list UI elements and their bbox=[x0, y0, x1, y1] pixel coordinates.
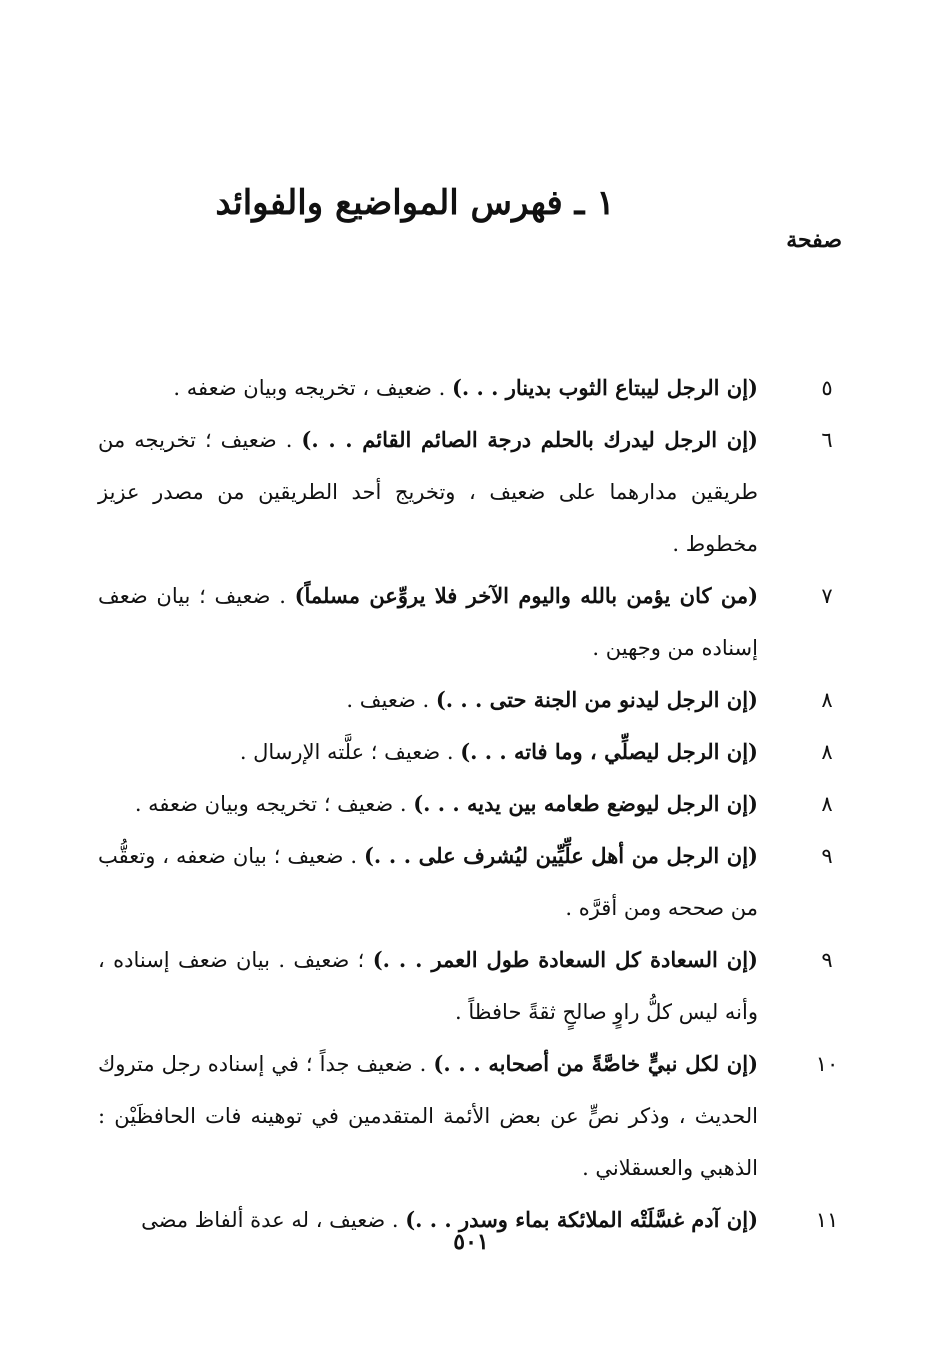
entry-page-number: ١٠ bbox=[815, 1052, 839, 1076]
entry-text bbox=[98, 830, 758, 934]
entry-text bbox=[98, 414, 758, 570]
index-entry bbox=[98, 778, 842, 830]
entry-note: . ضعيف ، له عدة ألفاظ مضى bbox=[141, 1208, 406, 1232]
entry-page-number: ٥ bbox=[821, 376, 833, 400]
entry-note: . ضعيف . bbox=[346, 688, 436, 712]
entry-note: . ضعيف جداً ؛ في إسناده رجل متروك الحديث ، وذكر نصٍّ عن بعض الأئمة المتقدمين في توهينه فات الحافظَيْن : الذهبي والعسقلاني . bbox=[98, 1052, 758, 1180]
entry-hadith: (إن الرجل ليصلِّي ، وما فاته . . .) bbox=[460, 739, 758, 764]
entry-hadith: (إن الرجل ليدنو من الجنة حتى . . .) bbox=[435, 687, 758, 712]
entry-page-number: ٧ bbox=[821, 584, 833, 608]
page-column-header: صفحة bbox=[786, 227, 842, 253]
entry-note: ؛ ضعيف . بيان ضعف إسناده ، وأنه ليس كلُّ راوٍ صالحٍ ثقةً حافظاً . bbox=[98, 948, 758, 1024]
index-entry bbox=[98, 362, 842, 414]
entry-hadith: (إن الرجل من أهل علِّيِّين ليُشرف على . . .) bbox=[364, 843, 758, 868]
entry-note: . ضعيف ، تخريجه وبيان ضعفه . bbox=[173, 376, 452, 400]
entry-note: . ضعيف ؛ بيان ضعف إسناده من وجهين . bbox=[98, 584, 758, 660]
entry-hadith: (إن آدم غسَّلَتْه الملائكة بماء وسدر . . .) bbox=[405, 1207, 758, 1232]
index-entry bbox=[98, 570, 842, 674]
entry-note: . ضعيف ؛ بيان ضعفه ، وتعقُّب من صححه ومن أقرَّه . bbox=[98, 844, 758, 920]
footer-page-number: ٥٠١ bbox=[453, 1229, 489, 1255]
page-title: ١ ـ فهرس المواضيع والفوائد bbox=[215, 183, 615, 223]
entry-page-number: ٩ bbox=[821, 948, 833, 972]
entry-page-number: ٩ bbox=[821, 844, 833, 868]
entry-note: . ضعيف ؛ تخريجه وبيان ضعفه . bbox=[134, 792, 414, 816]
entry-text bbox=[98, 674, 758, 726]
index-entry bbox=[98, 674, 842, 726]
entry-hadith: (إن الرجل ليبتاع الثوب بدينار . . .) bbox=[451, 375, 758, 400]
entry-page-number: ٨ bbox=[821, 740, 833, 764]
index-entry bbox=[98, 830, 842, 934]
entry-hadith: (إن الرجل ليوضع طعامه بين يديه . . .) bbox=[413, 791, 758, 816]
entry-hadith: (إن السعادة كل السعادة طول العمر . . .) bbox=[372, 947, 758, 972]
entry-page-number: ٨ bbox=[821, 688, 833, 712]
entry-page-number: ٨ bbox=[821, 792, 833, 816]
entry-page-number: ٦ bbox=[821, 428, 833, 452]
entry-hadith: (إن لكل نبيٍّ خاصَّةً من أصحابه . . .) bbox=[433, 1051, 758, 1076]
entry-text bbox=[98, 570, 758, 674]
entry-text bbox=[98, 1038, 758, 1194]
index-entry bbox=[98, 934, 842, 1038]
entry-hadith: (من كان يؤمن بالله واليوم الآخر فلا يروِّعن مسلماً) bbox=[294, 583, 759, 608]
entry-note: . ضعيف ؛ علَّته الإرسال . bbox=[239, 740, 461, 764]
index-entry bbox=[98, 1038, 842, 1194]
entry-text bbox=[98, 934, 758, 1038]
entry-note: . ضعيف ؛ تخريجه من طريقين مدارهما على ضعيف ، وتخريج أحد الطريقين من مصدر عزيز مخطوط . bbox=[98, 428, 758, 556]
entry-text bbox=[98, 362, 758, 414]
entry-text bbox=[98, 726, 758, 778]
index-entry bbox=[98, 726, 842, 778]
entry-text bbox=[98, 778, 758, 830]
index-entries bbox=[98, 362, 842, 1246]
entry-hadith: (إن الرجل ليدرك بالحلم درجة الصائم القائم . . .) bbox=[301, 427, 758, 452]
entry-page-number: ١١ bbox=[815, 1208, 839, 1232]
index-entry bbox=[98, 414, 842, 570]
